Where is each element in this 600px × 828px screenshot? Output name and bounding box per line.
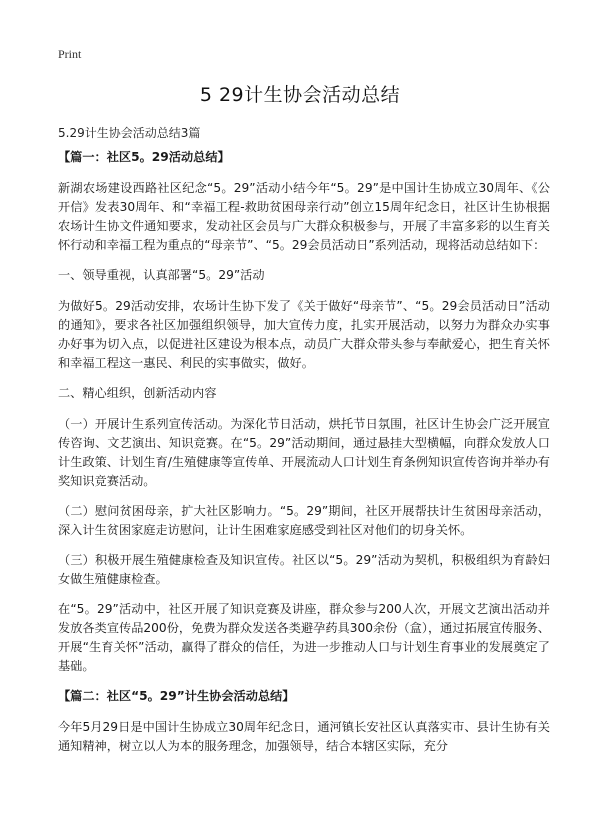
subheading-2: 二、精心组织，创新活动内容: [58, 386, 217, 400]
paragraph: （一）开展计生系列宣传活动。为深化节日活动，烘托节日氛围，社区计生协会广泛开展宣传咨询、文艺演出、知识竞赛。在“5。29”活动期间，通过悬挂大型横幅，向群众发放人口计生政策、计划生育/生殖健康等宣传单、开展流动人口计划生育条例知识宣传咨询并举办有奖知识竞赛活动。: [58, 417, 550, 488]
print-link[interactable]: Print: [58, 47, 82, 61]
section-heading-1: 【篇一：社区5。29活动总结】: [58, 150, 230, 164]
paragraph: 为做好5。29活动安排，农场计生协下发了《关于做好“母亲节”、“5。29会员活动日”活动的通知》，要求各社区加强组织领导，加大宣传力度，扎实开展活动，以努力为群众办实事办好事为切入点，以促进社区建设为根本点，动员广大群众带头参与奉献爱心，把生育关怀和幸福工程这一惠民、利民的实事做实，做好。: [58, 299, 550, 370]
document-body: [58, 148, 550, 767]
paragraph: 在“5。29”活动中，社区开展了知识竞赛及讲座，群众参与200人次，开展文艺演出活动并发放各类宣传品200份，免费为群众发送各类避孕药具300余份（盒），通过拓展宣传服务、开展“生育关怀”活动，赢得了群众的信任，为进一步推动人口与计划生育事业的发展奠定了基础。: [58, 602, 550, 673]
paragraph: （三）积极开展生殖健康检查及知识宣传。社区以“5。29”活动为契机，积极组织为育龄妇女做生殖健康检查。: [58, 553, 550, 586]
document-title: 5 29计生协会活动总结: [199, 84, 401, 106]
section-heading-2: 【篇二：社区“5。29”计生协会活动总结】: [58, 689, 295, 703]
paragraph: 今年5月29日是中国计生协成立30周年纪念日，通河镇长安社区认真落实市、县计生协有关通知精神，树立以人为本的服务理念，加强领导，结合本辖区实际，充分: [58, 720, 550, 753]
document-subtitle: 5.29计生协会活动总结3篇: [58, 126, 201, 140]
paragraph: （二）慰问贫困母亲，扩大社区影响力。“5。29”期间，社区开展帮扶计生贫困母亲活动，深入计生贫困家庭走访慰问，让计生困难家庭感受到社区对他们的切身关怀。: [58, 504, 550, 537]
subheading-1: 一、领导重视，认真部署“5。29”活动: [58, 268, 265, 282]
paragraph: 新湖农场建设西路社区纪念“5。29”活动小结今年“5。29”是中国计生协成立30周年、《公开信》发表30周年、和“幸福工程-救助贫困母亲行动”创立15周年纪念日，社区计生协根据农场计生协文件通知要求，发动社区会员与广大群众积极参与，开展了丰富多彩的以生育关怀行动和幸福工程为重点的“母亲节”、“5。29会员活动日”系列活动，现将活动总结如下：: [58, 181, 550, 252]
